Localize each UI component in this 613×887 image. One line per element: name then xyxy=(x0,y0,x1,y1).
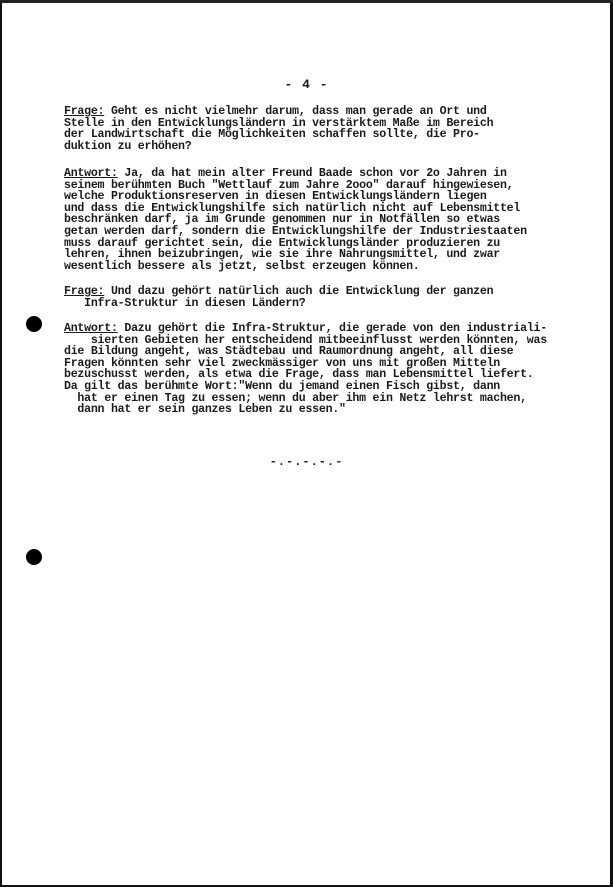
text-line: Ja, da hat mein alter Freund Baade schon vor 2o Jahren in xyxy=(117,167,507,180)
text-line: hat er einen Tag zu essen; wenn du aber ihm ein Netz lehrst machen, xyxy=(64,391,527,405)
answer-label: Antwort: xyxy=(64,167,118,180)
text-line: Geht es nicht vielmehr darum, dass man gerade an Ort und xyxy=(104,105,487,118)
text-line: sierten Gebieten her entscheidend mitbeeinflusst werden könnten, was xyxy=(64,333,547,347)
punch-hole-lower xyxy=(26,549,42,565)
text-line: Da gilt das berühmte Wort:"Wenn du jemand einen Fisch gibst, dann xyxy=(64,379,500,393)
text-line: wesentlich bessere als jetzt, selbst erzeugen können. xyxy=(64,259,420,273)
question-1 xyxy=(64,106,574,152)
text-line: welche Produktionsreserven in diesen Entwicklungsländern liegen xyxy=(64,190,487,204)
question-label: Frage: xyxy=(64,285,105,298)
punch-hole-upper xyxy=(26,316,42,332)
text-line: bezuschusst werden, als etwa die Frage, dass man Lebensmittel liefert. xyxy=(64,368,534,382)
question-2 xyxy=(64,286,574,309)
text-line: lehren, ihnen beizubringen, wie sie ihre Nahrungsmittel, und zwar xyxy=(64,248,500,262)
text-line: Dazu gehört die Infra-Struktur, die gerade von den industriali- xyxy=(117,322,547,335)
text-line: und dass die Entwicklungshilfe sich natürlich nicht auf Lebensmittel xyxy=(64,201,521,215)
answer-1 xyxy=(64,168,574,272)
text-line: Und dazu gehört natürlich auch die Entwicklung der ganzen xyxy=(104,285,494,298)
text-line: seinem berühmten Buch "Wettlauf zum Jahre 2ooo" darauf hingewiesen, xyxy=(64,178,514,192)
text-line: Infra-Struktur in diesen Ländern? xyxy=(64,296,306,310)
text-line: dann hat er sein ganzes Leben zu essen." xyxy=(64,403,346,417)
answer-2 xyxy=(64,323,574,416)
text-line: getan werden darf, sondern die Entwicklungshilfe der Industriestaaten xyxy=(64,224,527,238)
text-line: muss darauf gerichtet sein, die Entwicklungsländer produzieren zu xyxy=(64,236,500,250)
text-line: die Bildung angeht, was Städtebau und Raumordnung angeht, all diese xyxy=(64,345,514,359)
text-line: duktion zu erhöhen? xyxy=(64,139,192,153)
end-mark: -.-.-.-.- xyxy=(269,455,344,469)
scan-top-edge xyxy=(0,0,613,3)
text-line: beschränken darf, ja im Grunde genommen nur in Notfällen so etwas xyxy=(64,213,500,227)
text-line: Fragen könnten sehr viel zweckmässiger von uns mit großen Mitteln xyxy=(64,356,500,370)
question-label: Frage: xyxy=(64,105,105,118)
page-number: - 4 - xyxy=(284,77,329,92)
answer-label: Antwort: xyxy=(64,322,118,335)
text-line: der Landwirtschaft die Möglichkeiten schaffen sollte, die Pro- xyxy=(64,128,480,142)
text-line: Stelle in den Entwicklungsländern in verstärktem Maße im Bereich xyxy=(64,116,494,130)
